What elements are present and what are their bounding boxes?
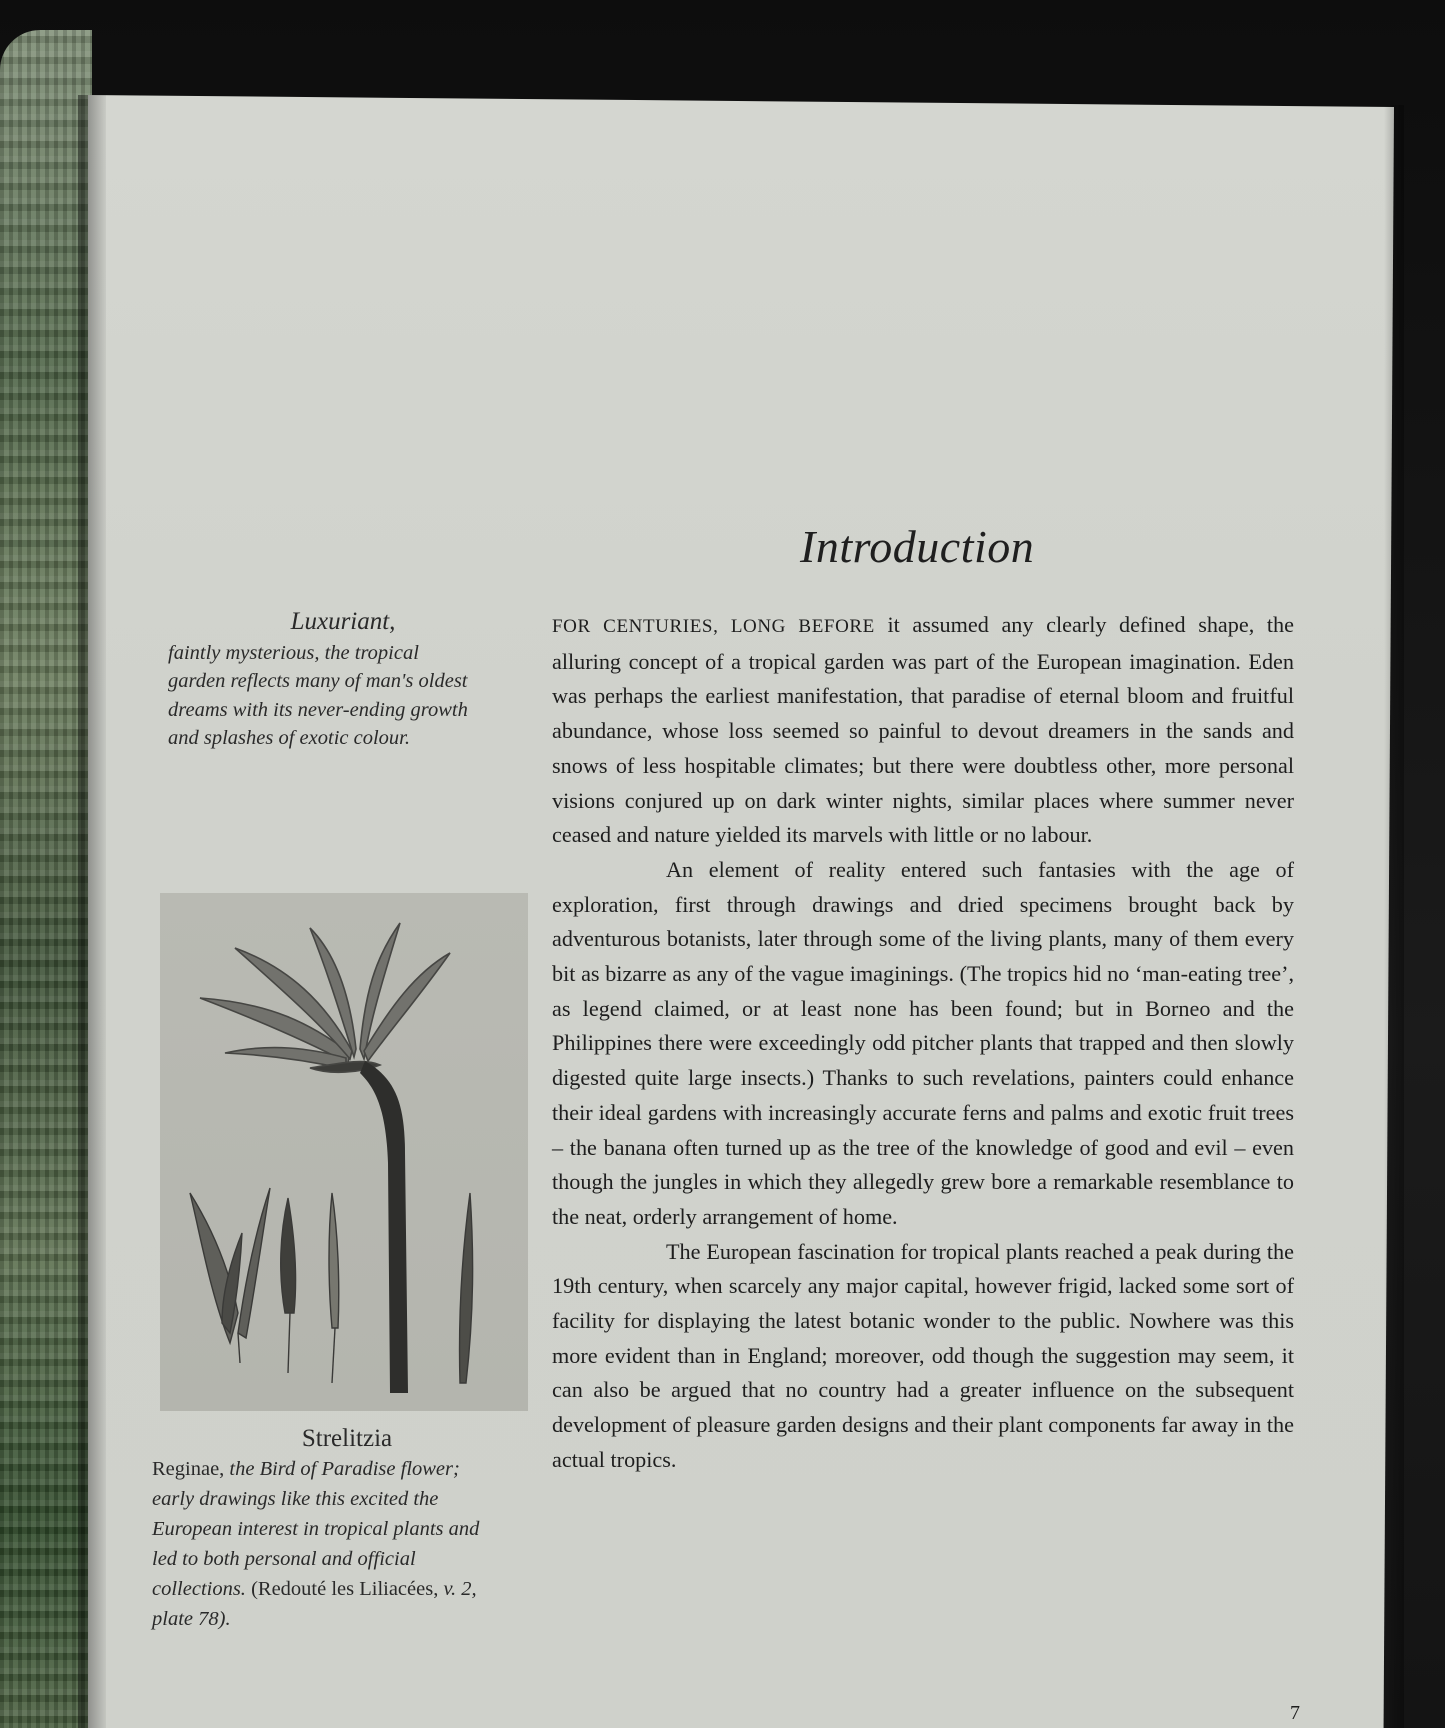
plate-caption-reference: v. 2, plate 78).: [152, 1578, 477, 1630]
side-caption: [168, 608, 478, 753]
plate-caption-title: Strelitzia: [301, 1425, 393, 1452]
paragraph-3: The European fascination for tropical plants reached a peak during the 19th century, when scarcely any major capital, however frigid, lacked some sort of facility for displaying the latest botanic wonder to the public. Nowhere was this more evident than in England; moreover, odd though the suggestion may seem, it can also be argued that no country had a greater influence on the subsequent development of pleasure garden designs and their plant components far away in the actual tropics.: [552, 1238, 1294, 1472]
spine-shadow: [78, 95, 106, 1728]
plate-caption-description: the Bird of Paradise flower; early drawings like this excited the European interest in tropical plants and led to both personal and official collections.: [152, 1458, 480, 1600]
chapter-title: Introduction: [800, 521, 1035, 572]
paragraph-1-smallcaps: FOR CENTURIES, LONG BEFORE: [552, 616, 875, 637]
paragraph-1: [552, 608, 1294, 853]
side-caption-lead: Luxuriant,: [290, 608, 396, 635]
paragraph-2: An element of reality entered such fantasies with the age of exploration, first through drawings and dried specimens brought back by adventurous botanists, later through some of the living plants, many of them every bit as bizarre as any of the vague imaginings. (The tropics hid no ‘man-eating tree’, as legend claimed, or at least none has been found; but in Borneo and the Philippines there were exceedingly odd pitcher plants that trapped and then slowly digested quite large insects.) Thanks to such revelations, painters could enhance their ideal gardens with increasingly accurate ferns and palms and exotic fruit trees – the banana often turned up as the tree of the knowledge of good and evil – even though the jungles in which they allegedly grew bore a remarkable resemblance to the neat, orderly arrangement of home.: [552, 856, 1294, 1229]
page-edge-shadow: [1384, 105, 1404, 1728]
paragraph-1-text: it assumed any clearly defined shape, the alluring concept of a tropical garden was part of the European imagination. Eden was perhaps the earliest manifestation, that paradise of eternal bloom and fruitful abundance, whose loss seemed so painful to devout dreamers in the sands and snows of less hospitable climates; but there were doubtless other, more personal visions conjured up on dark winter nights, similar places where summer never ceased and nature yielded its marvels with little or no labour.: [552, 612, 1294, 848]
body-text: [552, 608, 1294, 1478]
side-caption-text: faintly mysterious, the tropical garden reflects many of man's oldest dreams with its never-ending growth and splashes of exotic colour.: [168, 641, 468, 749]
botanical-illustration: [160, 893, 528, 1411]
plate-caption: [152, 1424, 502, 1634]
page-number: 7: [1290, 1702, 1300, 1724]
plate-caption-species: Reginae,: [152, 1458, 225, 1480]
bird-of-paradise-drawing: [160, 893, 528, 1411]
plate-caption-source: (Redouté les Liliacées,: [245, 1578, 439, 1600]
